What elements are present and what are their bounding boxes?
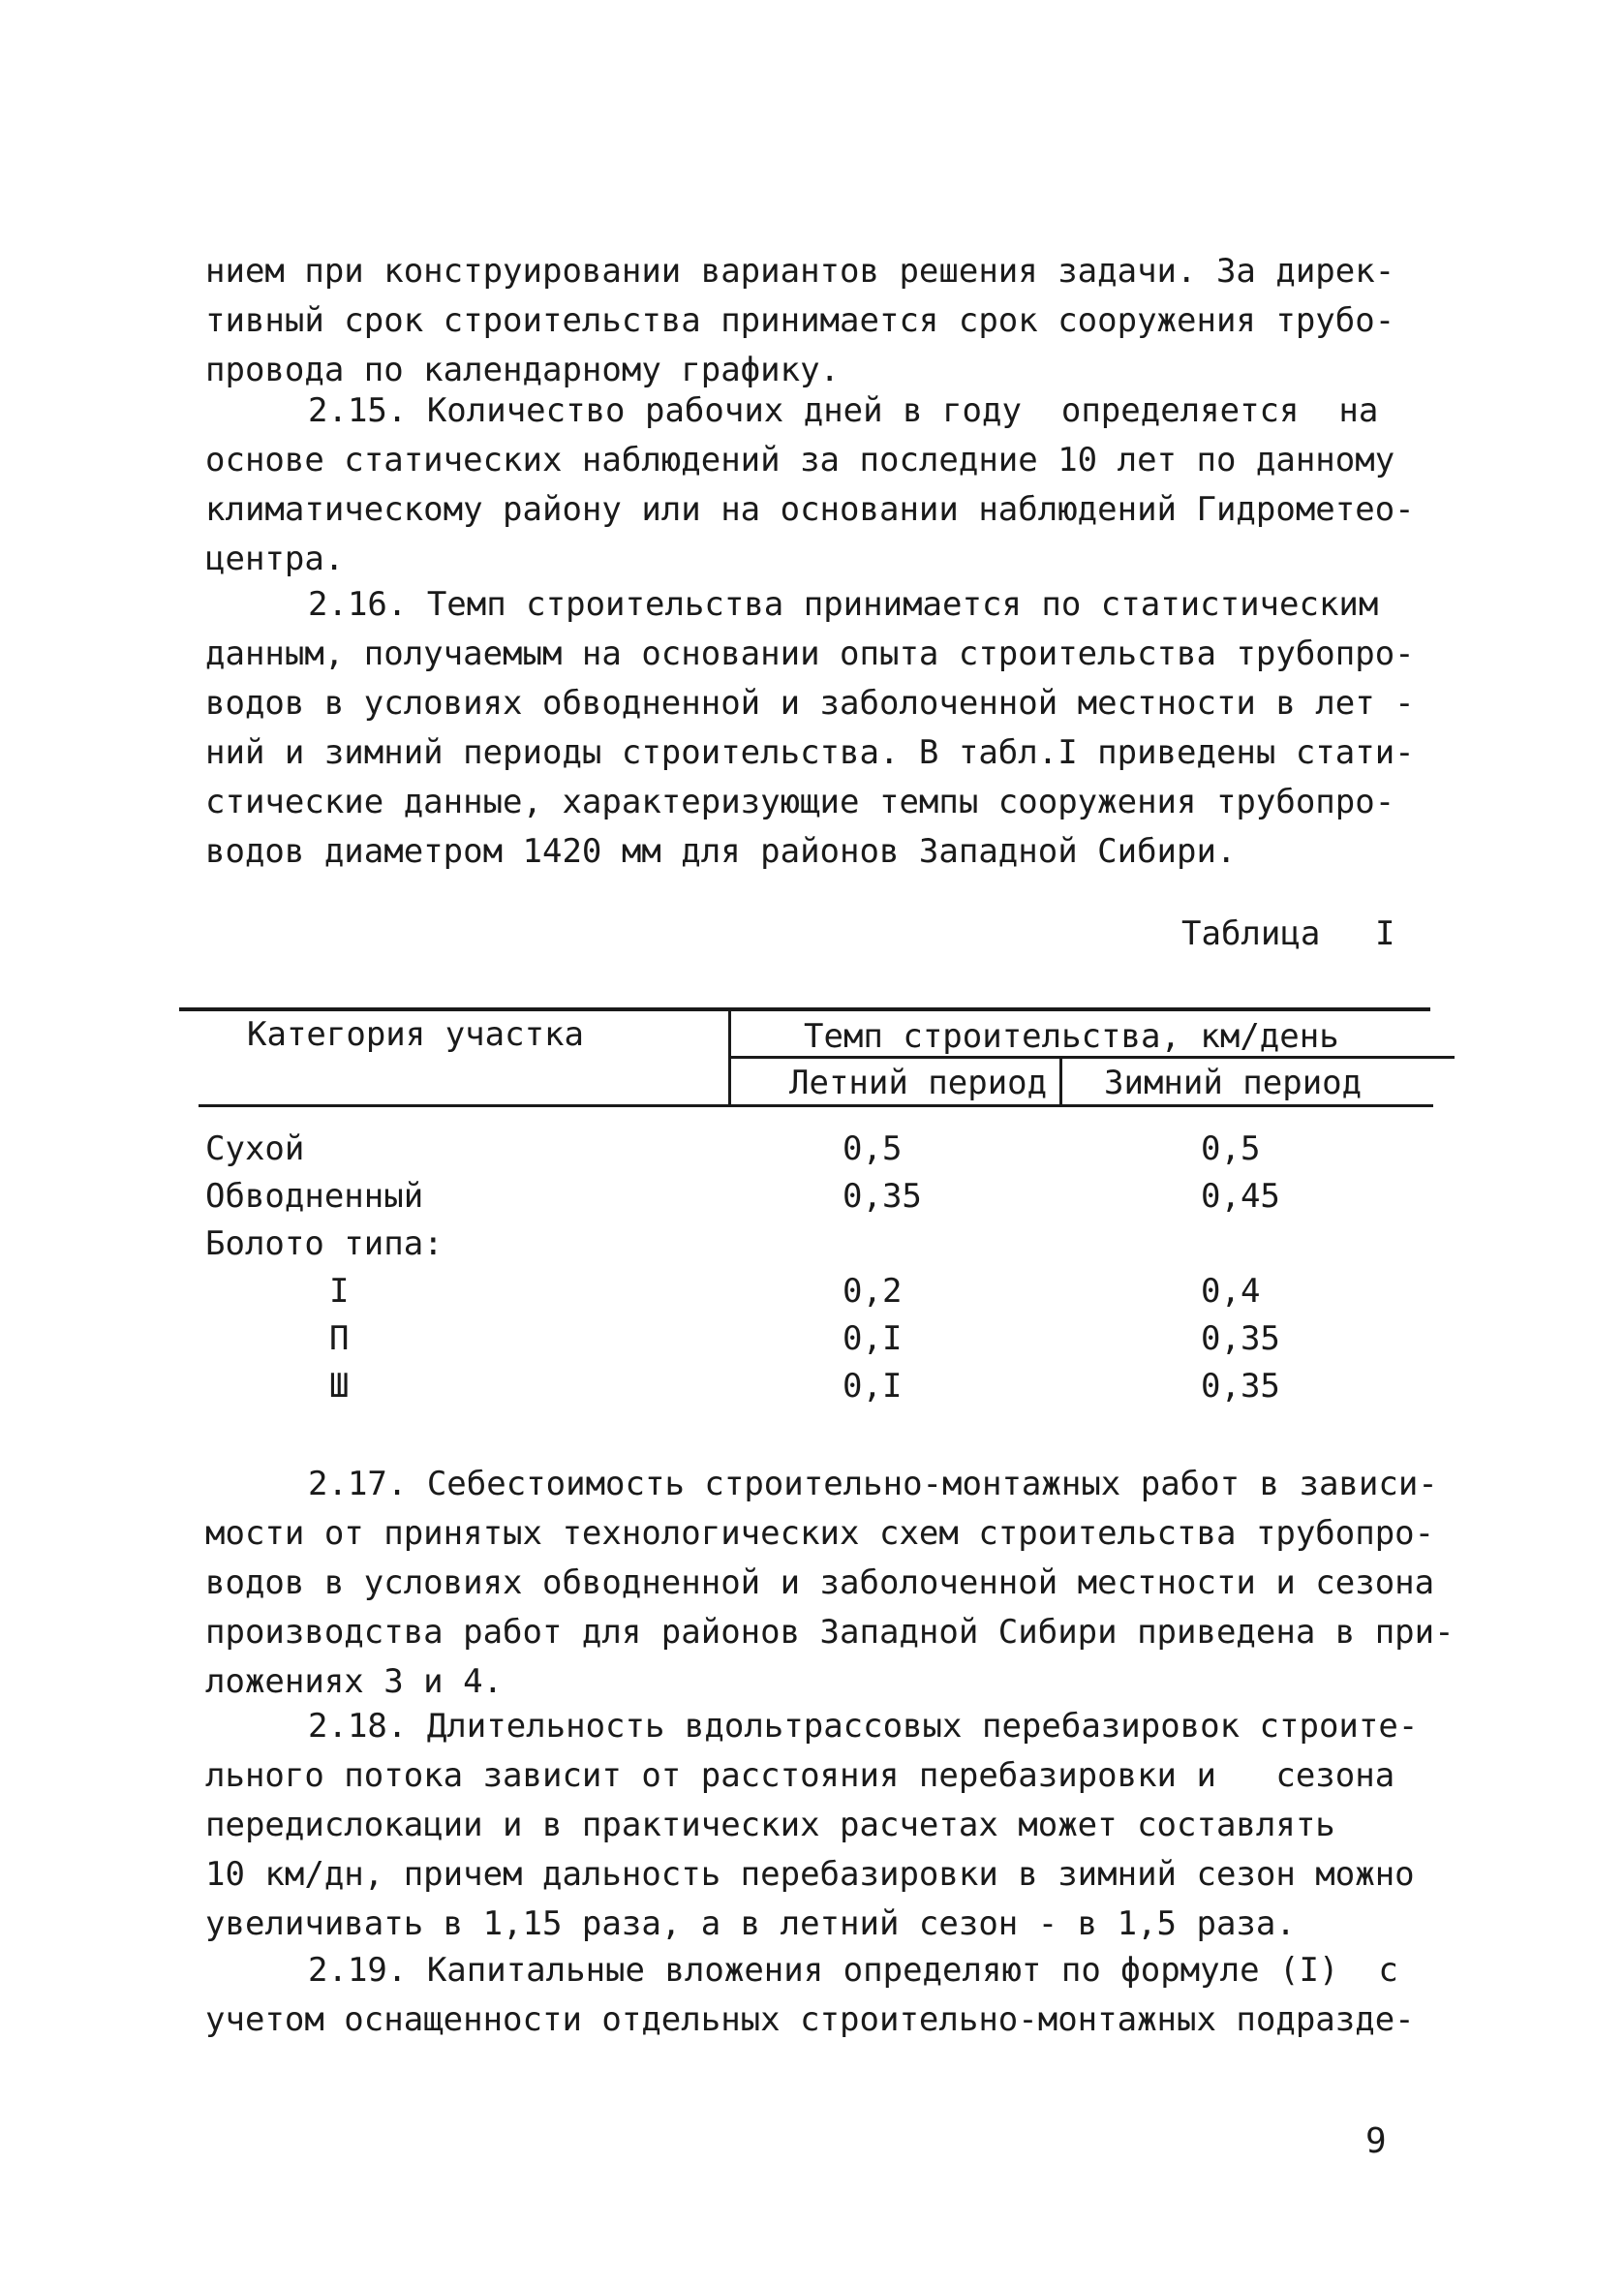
text-line: льного потока зависит от расстояния перебазировки и сезона [205, 1756, 1395, 1795]
table-caption: Таблица [1181, 914, 1321, 953]
table-cell-category: Болото типа: [205, 1224, 444, 1263]
table-header-winter: Зимний период [1104, 1064, 1363, 1102]
paragraph-2-17-line: 2.17. Себестоимость строительно-монтажных работ в зависи- [308, 1465, 1438, 1503]
table-cell-summer: 0,I [843, 1319, 903, 1358]
text-line: учетом оснащенности отдельных строительно-монтажных подразде- [205, 2000, 1415, 2039]
text-line: водов в условиях обводненной и заболоченной местности и сезона [205, 1563, 1435, 1602]
text-line: данным, получаемым на основании опыта строительства трубопро- [205, 634, 1415, 673]
table-vertical-rule [1059, 1058, 1062, 1106]
text-line: 10 км/дн, причем дальность перебазировки в зимний сезон можно [205, 1855, 1415, 1894]
table-cell-category: Ш [329, 1367, 350, 1406]
paragraph-2-16-line: 2.16. Темп строительства принимается по статистическим [308, 585, 1379, 624]
table-cell-summer: 0,35 [843, 1177, 922, 1216]
table-number: I [1375, 914, 1395, 953]
page-number: 9 [1365, 2121, 1387, 2161]
text-line: тивный срок строительства принимается срок сооружения трубо- [205, 301, 1395, 340]
table-header-summer: Летний период [789, 1064, 1048, 1102]
text-line: ложениях 3 и 4. [205, 1662, 504, 1701]
text-line: производства работ для районов Западной Сибири приведена в при- [205, 1613, 1455, 1652]
text-line: ний и зимний периоды строительства. В табл.I приведены стати- [205, 733, 1415, 772]
text-line: климатическому району или на основании наблюдений Гидрометео- [205, 490, 1415, 529]
text-line: водов в условиях обводненной и заболоченной местности в лет - [205, 684, 1415, 723]
table-top-rule [179, 1007, 1430, 1011]
table-cell-winter: 0,4 [1201, 1272, 1261, 1311]
table-cell-winter: 0,45 [1201, 1177, 1280, 1216]
text-line: мости от принятых технологических схем строительства трубопро- [205, 1514, 1435, 1553]
table-cell-category: П [329, 1319, 350, 1358]
table-header-rule [199, 1104, 1433, 1107]
table-cell-summer: 0,5 [843, 1129, 903, 1168]
table-cell-winter: 0,5 [1201, 1129, 1261, 1168]
table-cell-winter: 0,35 [1201, 1319, 1280, 1358]
paragraph-2-15-line: 2.15. Количество рабочих дней в году определяется на [308, 391, 1379, 430]
table-cell-winter: 0,35 [1201, 1367, 1280, 1406]
text-line: увеличивать в 1,15 раза, а в летний сезон - в 1,5 раза. [205, 1904, 1296, 1943]
table-subheader-rule [728, 1056, 1455, 1059]
text-line: провода по календарному графику. [205, 351, 841, 389]
text-line: водов диаметром 1420 мм для районов Западной Сибири. [205, 832, 1237, 871]
text-line: нием при конструировании вариантов решения задачи. За дирек- [205, 252, 1395, 291]
table-cell-category: I [329, 1272, 350, 1311]
table-cell-category: Сухой [205, 1129, 305, 1168]
text-line: центра. [205, 540, 345, 578]
table-cell-summer: 0,2 [843, 1272, 903, 1311]
text-line: основе статических наблюдений за последние 10 лет по данному [205, 441, 1395, 479]
text-line: передислокации и в практических расчетах может составлять [205, 1806, 1335, 1844]
table-header-category: Категория участка [247, 1015, 584, 1054]
paragraph-2-19-line: 2.19. Капитальные вложения определяют по формуле (I) с [308, 1951, 1398, 1990]
table-cell-category: Обводненный [205, 1177, 424, 1216]
paragraph-2-18-line: 2.18. Длительность вдольтрассовых перебазировок строите- [308, 1707, 1419, 1746]
text-line: стические данные, характеризующие темпы сооружения трубопро- [205, 783, 1395, 821]
table-cell-summer: 0,I [843, 1367, 903, 1406]
table-header-rate: Темп строительства, км/день [804, 1017, 1339, 1056]
